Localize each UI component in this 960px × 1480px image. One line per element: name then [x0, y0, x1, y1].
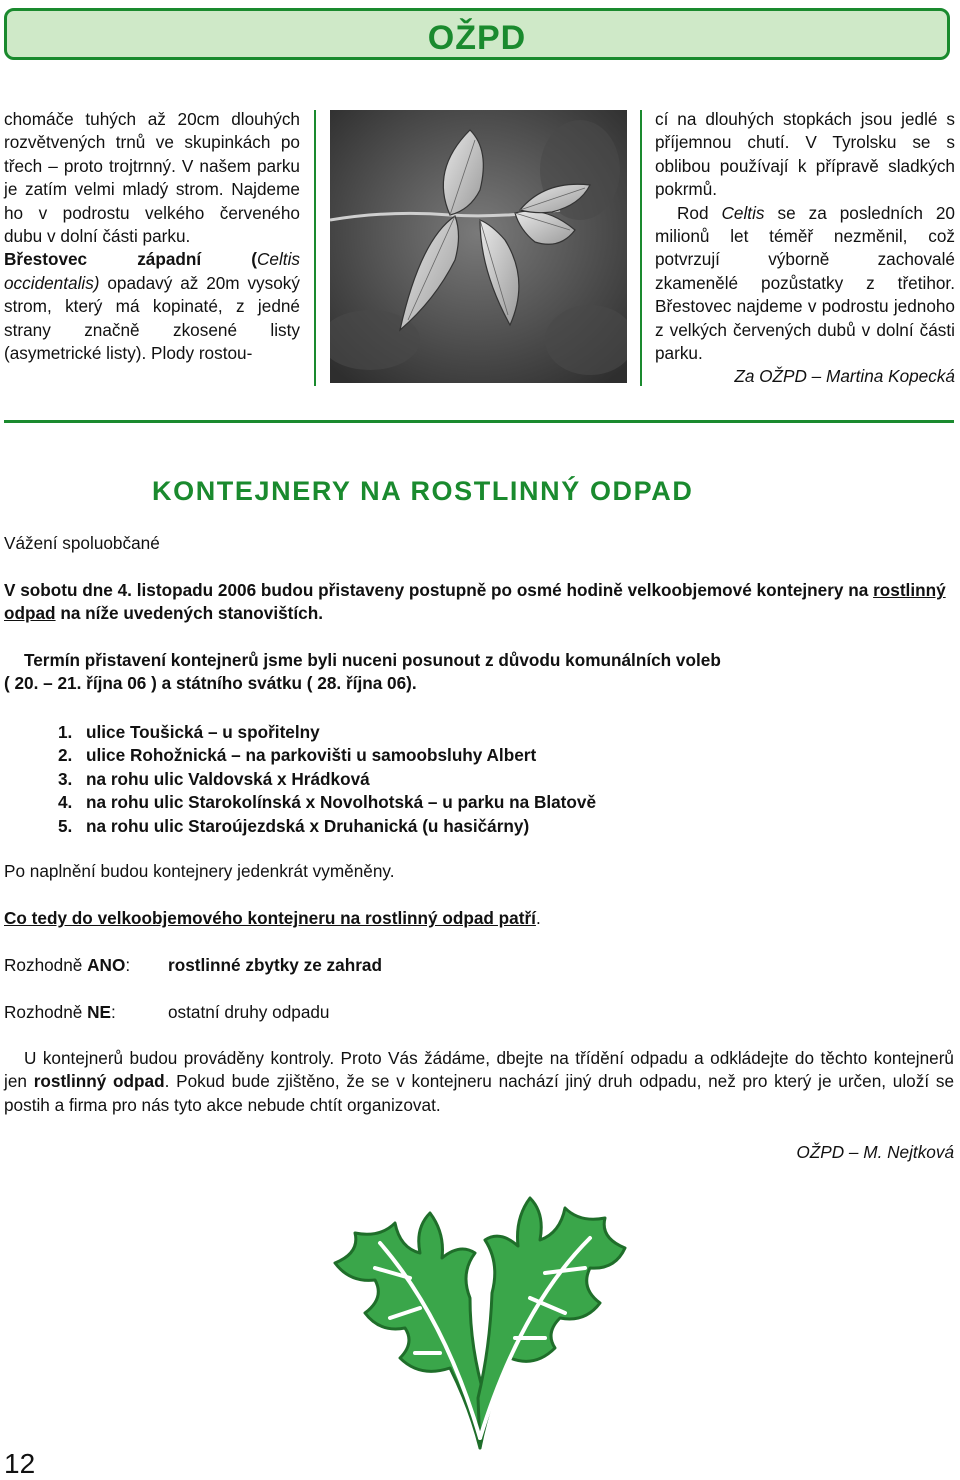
right-p2-rest: se za posledních 20 milionů let téměř nezměnil, což potvrzují výborně zachovalé zkamenělé pozůstatky z třetihor. Břestovec najdeme v podrostu jednoho z velkých červených dubů v dolní části parku. [655, 202, 955, 364]
article-signature: OŽPD – M. Nejtková [796, 1142, 954, 1162]
page-number: 12 [4, 1448, 36, 1479]
list-item: 1. ulice Toušická – u spořitelny [58, 722, 320, 742]
right-p2-start: Rod [677, 202, 722, 223]
p2-line-2: ( 20. – 21. října 06 ) a státního svátku ( 28. října 06). [4, 673, 417, 694]
header-banner [4, 8, 950, 60]
celtis-leaf-image [330, 110, 627, 383]
list-item: 2. ulice Rohožnická – na parkovišti u samoobsluhy Albert [58, 745, 537, 766]
p1-end: na níže uvedených stanovištích. [55, 603, 324, 624]
p1-underlined: rostlinný odpad [4, 580, 946, 624]
article-paragraph-1 [4, 579, 954, 626]
article-paragraph-4 [4, 907, 954, 930]
locations-list [58, 721, 596, 838]
p4-underlined: Co tedy do velkoobjemového kontejneru na rostlinný odpad patří [4, 908, 536, 928]
greeting: Vážení spoluobčané [4, 533, 160, 553]
species-name: Břestovec západní ( [4, 249, 258, 270]
right-divider [640, 110, 642, 386]
p4-end: . [535, 908, 541, 928]
right-column [655, 108, 955, 389]
no-value: ostatní druhy odpadu [168, 1002, 330, 1022]
p2-line-1: Termín přistavení kontejnerů jsme byli nuceni posunout z důvodu komunálních voleb [24, 650, 721, 670]
yes-value: rostlinné zbytky ze zahrad [168, 955, 382, 975]
oak-leaves-icon [320, 1168, 640, 1458]
right-signature: Za OŽPD – Martina Kopecká [734, 366, 955, 387]
leaf-photo [330, 110, 627, 383]
species-text: opadavý až 20m vysoký strom, který má kopinaté, z jedné strany značně zkosené listy (asymetrické listy). Plody rostou- [4, 272, 300, 364]
right-paragraph-2 [655, 202, 955, 366]
right-paragraph-1: cí na dlouhých stopkách jsou jedlé s příjemnou chutí. V Tyrolsku se s oblibou používají k přípravě sladkých pokrmů. [655, 109, 955, 200]
p1-text: V sobotu dne 4. listopadu 2006 budou přistaveny postupně po osmé hodině velkoobjemové kontejnery na [4, 580, 874, 600]
article-paragraph-2 [4, 649, 954, 696]
left-paragraph-1: chomáče tuhých až 20cm dlouhých rozvětvených trnů ve skupinkách po třech – proto trojtrnný. V našem parku je zatím velmi mladý strom. Najdeme ho v podrostu velkého červeného dubu v dolní části parku. [4, 109, 300, 247]
list-item: 5. na rohu ulic Staroújezdská x Druhanická (u hasičárny) [58, 815, 530, 836]
left-paragraph-2 [4, 248, 300, 365]
article-paragraph-5: U kontejnerů budou prováděny kontroly. Proto Vás žádáme, dbejte na třídění odpadu a odkládejte do těchto kontejnerů jen rostlinný odpad. Pokud bude zjištěno, že se v kontejneru nachází jiný druh odpadu, než pro který je určen, uloží se postih a firma pro nás tyto akce nebude chtít organizovat. [4, 1048, 955, 1115]
list-item: 3. na rohu ulic Valdovská x Hrádková [58, 768, 370, 789]
list-item: 4. na rohu ulic Starokolínská x Novolhotská – u parku na Blatově [58, 792, 597, 813]
species-latin: Celtis occidentalis) [4, 249, 300, 293]
left-column [4, 108, 300, 365]
header-title: OŽPD [427, 19, 527, 57]
yes-row: Rozhodně ANO: rostlinné zbytky ze zahrad [4, 955, 382, 975]
left-divider [314, 110, 316, 386]
genus-latin: Celtis [721, 202, 765, 223]
article-paragraph-3: Po naplnění budou kontejnery jedenkrát vyměněny. [4, 861, 395, 881]
section-divider [4, 420, 954, 423]
article-title: KONTEJNERY NA ROSTLINNÝ ODPAD [152, 476, 694, 506]
no-row: Rozhodně NE: ostatní druhy odpadu [4, 1002, 330, 1022]
